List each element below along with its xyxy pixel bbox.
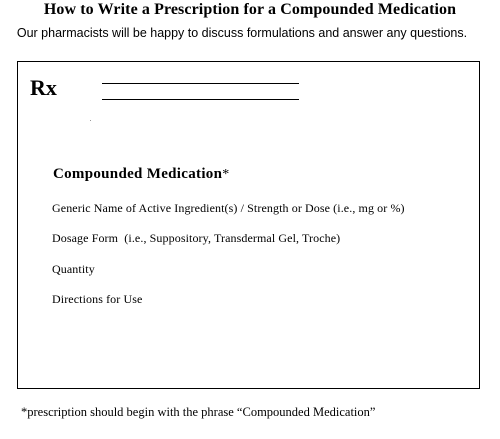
heading-text: Compounded Medication <box>53 166 223 182</box>
footnote-marker: * <box>222 167 230 182</box>
rx-symbol: Rx <box>30 75 57 100</box>
page-subtitle: Our pharmacists will be happy to discuss formulations and answer any questions. <box>16 26 468 40</box>
field-quantity: Quantity <box>52 262 95 276</box>
blank-line <box>102 83 299 84</box>
blank-line <box>102 99 299 100</box>
scan-speck <box>90 120 91 121</box>
footnote: *prescription should begin with the phrase “Compounded Medication” <box>21 405 376 419</box>
field-generic-name: Generic Name of Active Ingredient(s) / Strength or Dose (i.e., mg or %) <box>52 201 405 215</box>
page-title: How to Write a Prescription for a Compounded Medication <box>43 1 457 18</box>
compounded-medication-heading <box>53 166 230 183</box>
field-directions: Directions for Use <box>52 292 143 306</box>
field-dosage-form: Dosage Form (i.e., Suppository, Transdermal Gel, Troche) <box>52 231 341 245</box>
prescription-form-box <box>17 61 480 389</box>
